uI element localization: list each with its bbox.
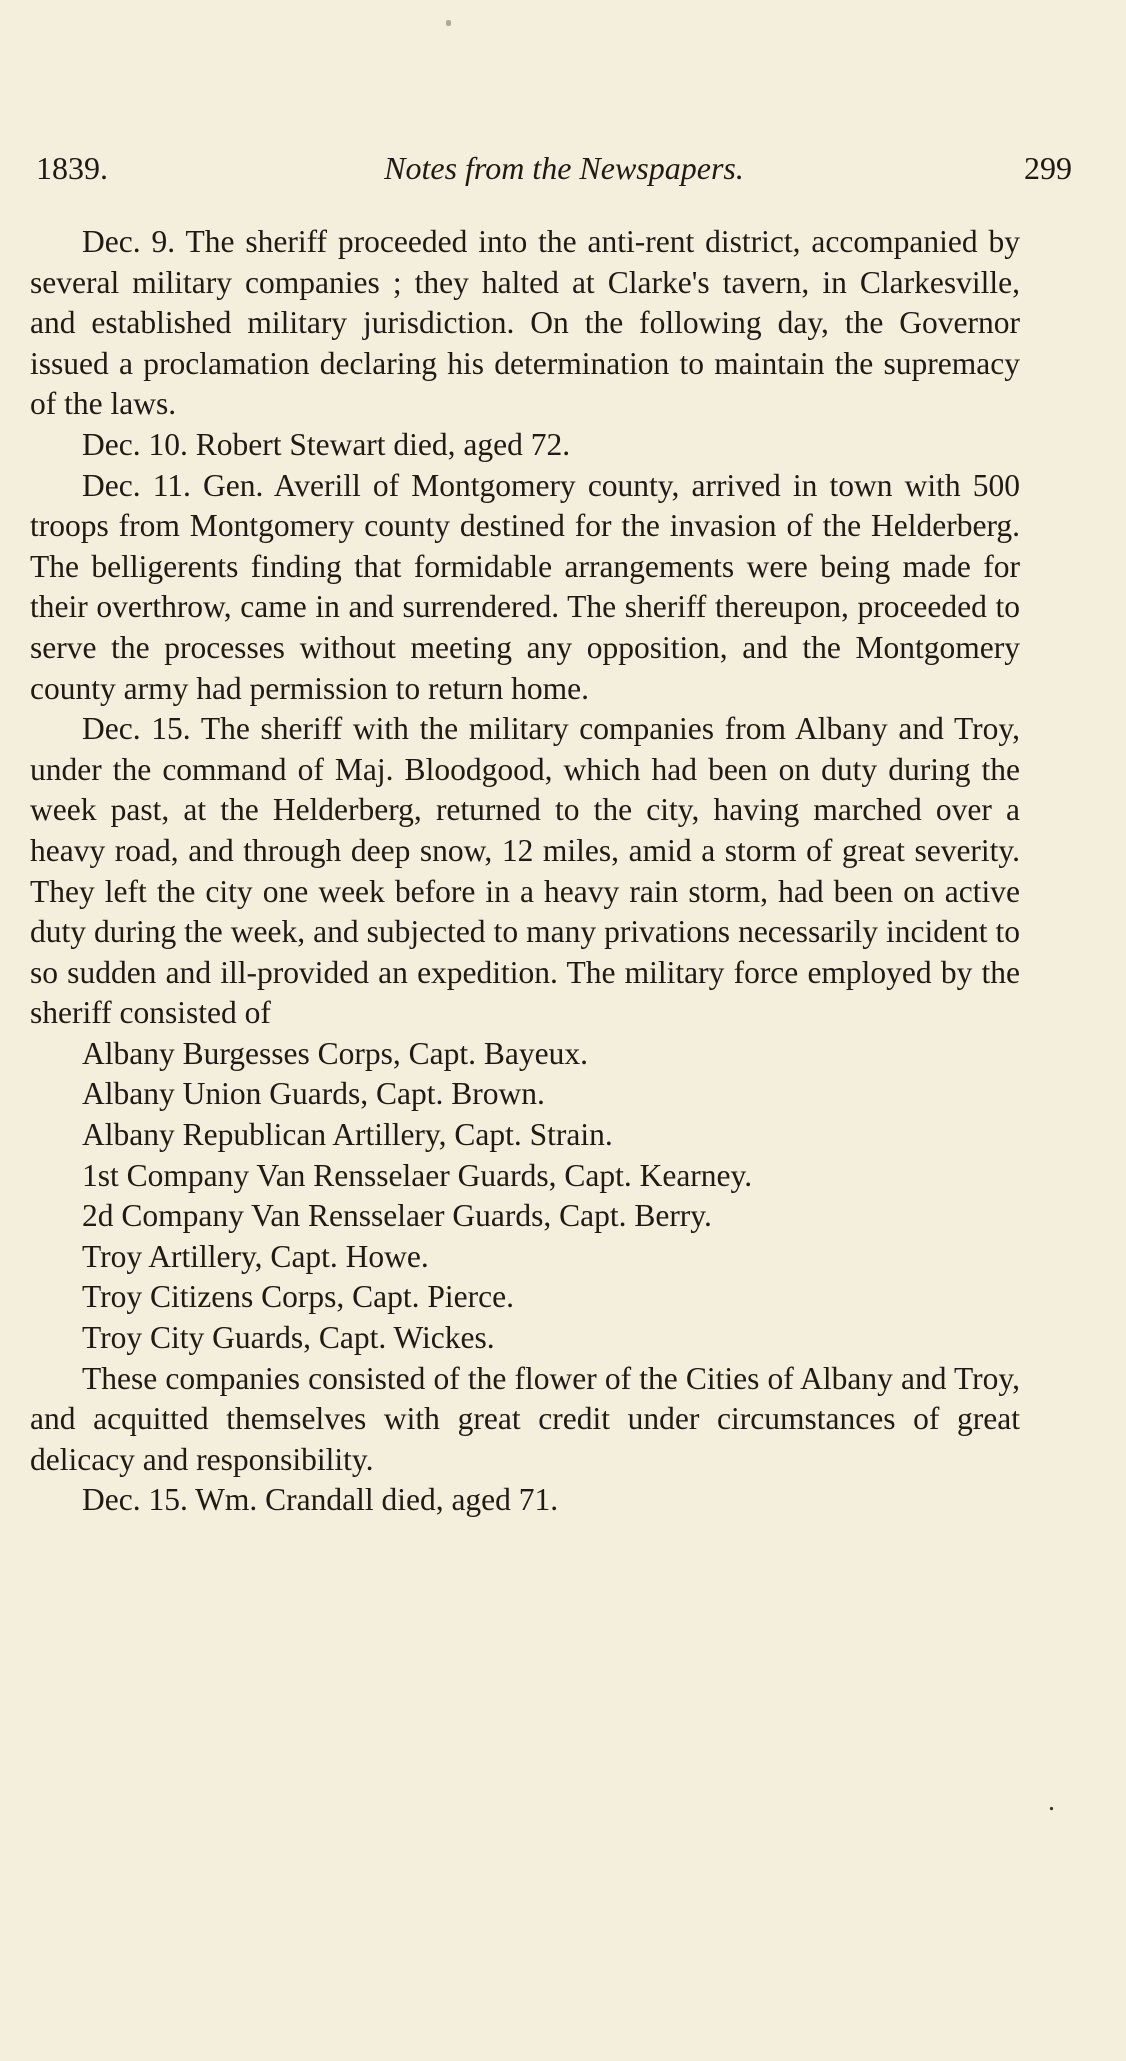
paragraph-dec-15-crandall: Dec. 15. Wm. Crandall died, aged 71. xyxy=(82,1482,559,1518)
paper-speck xyxy=(446,20,451,26)
page-header xyxy=(36,150,1092,194)
paragraph-dec-10: Dec. 10. Robert Stewart died, aged 72. xyxy=(82,426,571,462)
page-body xyxy=(30,222,1020,1521)
list-item: Troy Artillery, Capt. Howe. xyxy=(82,1238,429,1274)
paragraph-dec-9: Dec. 9. The sheriff proceeded into the anti-rent district, accompanied by several military companies ; they halted at Clarke's tavern, in Clarkesville, and established military jurisdiction. On the following day, the Governor issued a proclamation declaring his determination to maintain the supremacy of the laws. xyxy=(30,224,1020,422)
paragraph-dec-15: Dec. 15. The sheriff with the military companies from Albany and Troy, under the command of Maj. Bloodgood, which had been on duty during the week past, at the Helderberg, returned to the city, having marched over a heavy road, and through deep snow, 12 miles, amid a storm of great severity. They left the city one week before in a heavy rain storm, had been on active duty during the week, and subjected to many privations necessarily incident to so sudden and ill-provided an expedition. The military force employed by the sheriff consisted of xyxy=(30,711,1020,1031)
list-item: Albany Union Guards, Capt. Brown. xyxy=(82,1076,545,1112)
list-item: Troy Citizens Corps, Capt. Pierce. xyxy=(82,1279,514,1315)
paragraph-dec-11: Dec. 11. Gen. Averill of Montgomery county, arrived in town with 500 troops from Montgomery county destined for the invasion of the Helderberg. The belligerents finding that formidable arrangements were being made for their overthrow, came in and surrendered. The sheriff thereupon, proceeded to serve the processes without meeting any opposition, and the Montgomery county army had permission to return home. xyxy=(30,467,1020,706)
paragraph-companies-summary: These companies consisted of the flower of the Cities of Albany and Troy, and acquitted themselves with great credit under circumstances of great delicacy and responsibility. xyxy=(30,1360,1020,1477)
header-year: 1839. xyxy=(36,150,108,186)
company-list xyxy=(30,1034,1020,1359)
stray-mark: . xyxy=(1048,1786,1055,1817)
list-item: 2d Company Van Rensselaer Guards, Capt. Berry. xyxy=(82,1198,712,1234)
list-item: 1st Company Van Rensselaer Guards, Capt. Kearney. xyxy=(82,1157,753,1193)
list-item: Albany Republican Artillery, Capt. Strain. xyxy=(82,1117,613,1153)
list-item: Troy City Guards, Capt. Wickes. xyxy=(82,1320,495,1356)
page-number: 299 xyxy=(1024,150,1072,186)
list-item: Albany Burgesses Corps, Capt. Bayeux. xyxy=(82,1035,588,1071)
running-title: Notes from the Newspapers. xyxy=(384,150,744,186)
